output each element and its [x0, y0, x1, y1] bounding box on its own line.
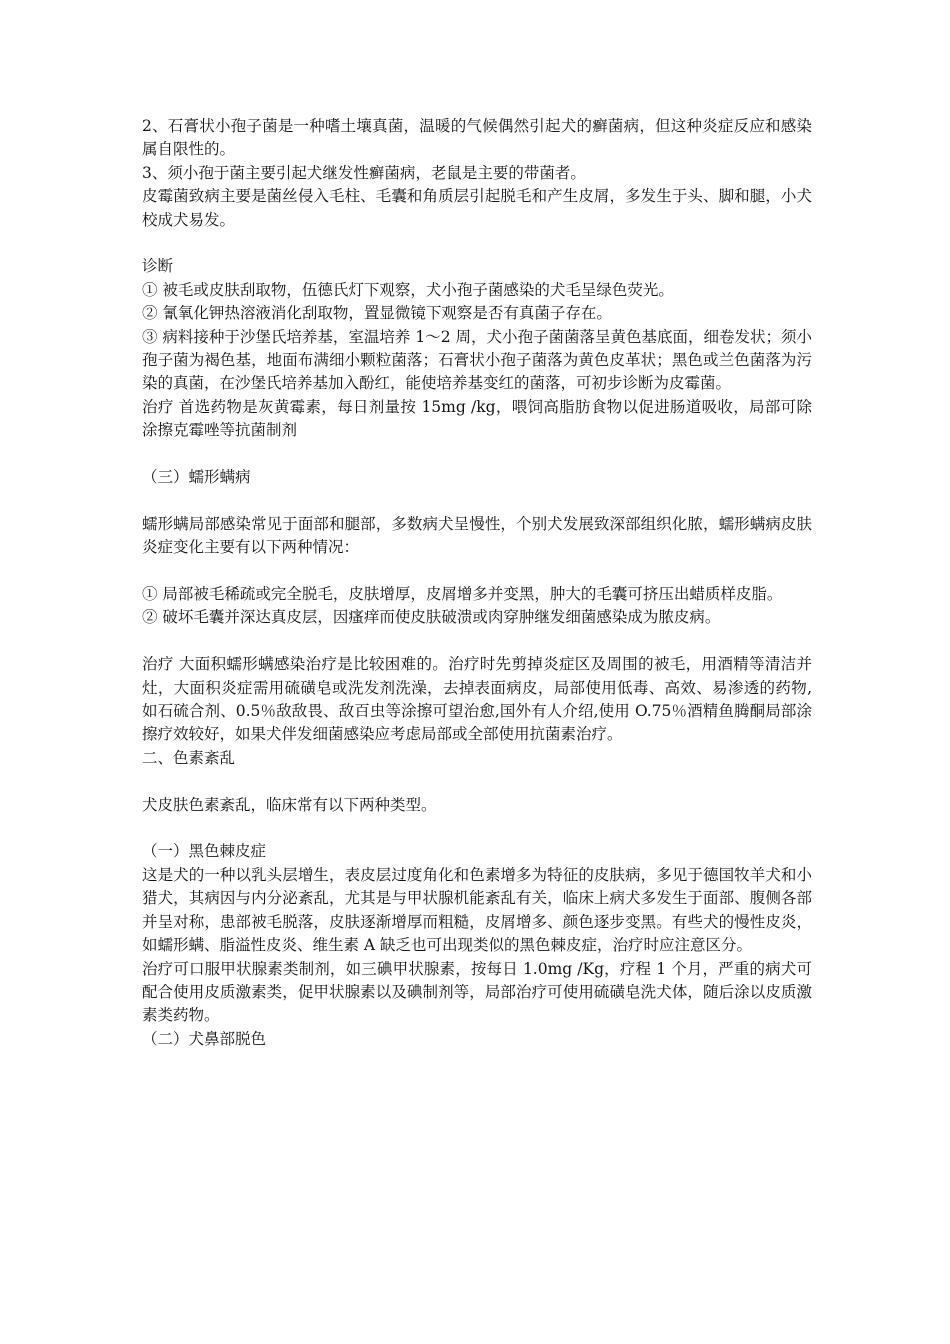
paragraph: 这是犬的一种以乳头层增生，表皮层过度角化和色素增多为特征的皮肤病，多见于德国牧羊犬和小猎犬，其病因与内分泌紊乱，尤其是与甲状腺机能紊乱有关，临床上病犬多发生于面部、腹侧各部并呈对称，患部被毛脱落，皮肤逐渐增厚而粗糙，皮屑增多、颜色逐步变黑。有些犬的慢性皮炎，如蠕形螨、脂溢性皮炎、维生素 A 缺乏也可出现类似的黑色棘皮症，治疗时应注意区分。 [142, 865, 812, 955]
list-item: ① 被毛或皮肤刮取物，伍德氏灯下观察，犬小孢子菌感染的犬毛呈绿色荧光。 [142, 280, 674, 299]
document-body [142, 115, 812, 1051]
section-heading-acanthosis: （一）黑色棘皮症 [142, 842, 267, 861]
list-item: ③ 病料接种于沙堡氏培养基，室温培养 1～2 周，犬小孢子菌菌落呈黄色基底面，细卷发状；须小孢子菌为褐色基，地面布满细小颗粒菌落；石膏状小孢子菌落为黄色皮革状；黑色或兰色菌落为污染的真菌，在沙堡氏培养基加入酚红，能使培养基变红的菌落，可初步诊断为皮霉菌。 [142, 327, 813, 393]
paragraph: 治疗 首选药物是灰黄霉素，每日剂量按 15mg /kg，喂饲高脂肪食物以促进肠道吸收，局部可除涂擦克霉唑等抗菌制剂 [142, 397, 812, 440]
paragraph: 2、石膏状小孢子菌是一种嗜土壤真菌，温暖的气候偶然引起犬的癣菌病，但这种炎症反应和感染属自限性的。 [142, 117, 812, 159]
section-heading-pigment-disorder: 二、色素紊乱 [142, 748, 236, 767]
blank-line [142, 630, 812, 653]
paragraph: 3、须小孢于菌主要引起犬继发性癣菌病，老鼠是主要的带菌者。 [142, 163, 586, 182]
blank-line [142, 560, 812, 583]
blank-line [142, 817, 812, 840]
blank-line [142, 489, 812, 512]
list-item: ① 局部被毛稀疏或完全脱毛，皮肤增厚，皮屑增多并变黑，肿大的毛囊可挤压出蜡质样皮脂。 [142, 585, 783, 604]
paragraph: 治疗可口服甲状腺素类制剂，如三碘甲状腺素，按每日 1.0mg /Kg，疗程 1 个月，严重的病犬可配合使用皮质激素类，促甲状腺素以及碘制剂等，局部治疗可使用硫磺皂洗犬体，随后涂以皮质激素类药物。 [142, 959, 812, 1025]
blank-line [142, 232, 812, 255]
list-item: ② 破坏毛囊并深达真皮层，因瘙痒而使皮肤破溃或肉穿肿继发细菌感染成为脓皮病。 [142, 608, 721, 627]
paragraph: 治疗 大面积蠕形螨感染治疗是比较困难的。治疗时先剪掉炎症区及周围的被毛，用酒精等清洁并灶，大面积炎症需用硫磺皂或洗发剂洗澡，去掉表面病皮，局部使用低毒、高效、易渗透的药物,如石硫合剂、0.5％敌敌畏、敌百虫等涂擦可望治愈,国外有人介绍,使用 O.75％酒精鱼腾酮局部涂擦疗效较好，如果犬伴发细菌感染应考虑局部或全部使用抗菌素治疗。 [142, 655, 812, 744]
section-heading-nasal-depigmentation: （二）犬鼻部脱色 [142, 1029, 267, 1048]
paragraph: 皮霉菌致病主要是菌丝侵入毛柱、毛囊和角质层引起脱毛和产生皮屑，多发生于头、脚和腿，小犬校成犬易发。 [142, 187, 812, 229]
section-heading-diagnosis: 诊断 [142, 257, 174, 276]
section-heading-demodicosis: （三）蠕形螨病 [142, 468, 251, 487]
paragraph: 犬皮肤色素紊乱，临床常有以下两种类型。 [142, 795, 437, 814]
paragraph: 蠕形螨局部感染常见于面部和腿部，多数病犬呈慢性，个别犬发展致深部组织化脓，蠕形螨病皮肤炎症变化主要有以下两种情况： [142, 514, 812, 557]
blank-line [142, 443, 812, 466]
blank-line [142, 770, 812, 793]
list-item: ② 氰氧化钾热溶液消化刮取物，置显微镜下观察是否有真菌子存在。 [142, 304, 612, 323]
